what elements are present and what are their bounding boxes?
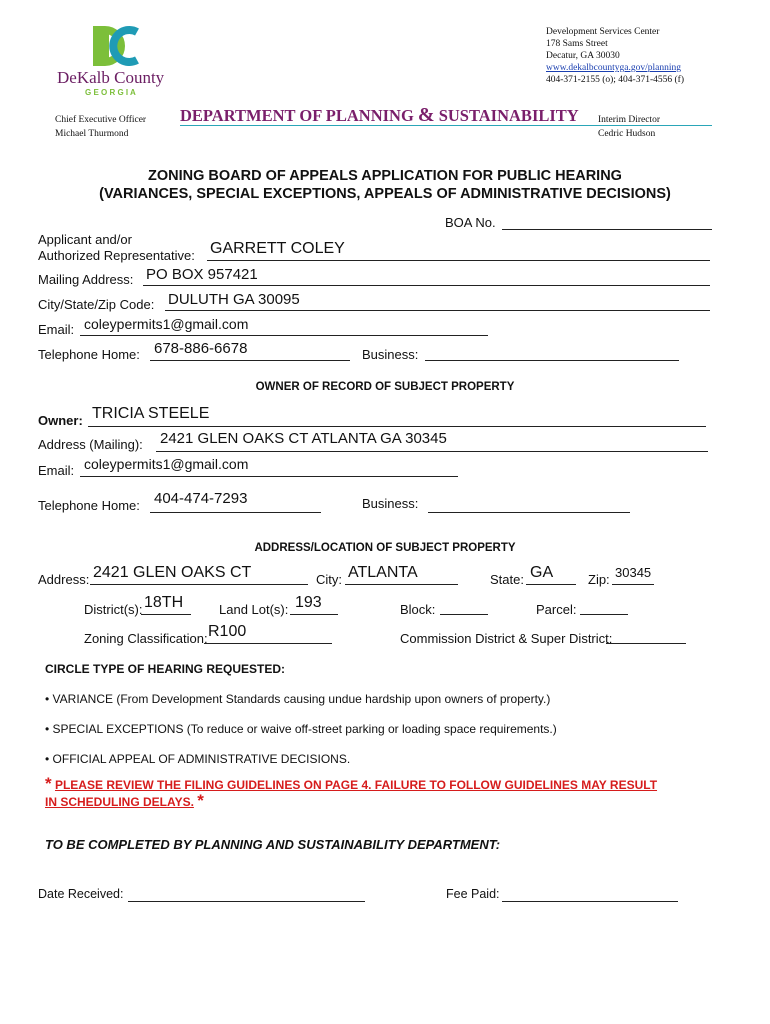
hearing-option-appeal[interactable]: • OFFICIAL APPEAL OF ADMINISTRATIVE DECISIONS. [45,752,351,766]
form-title-line1: ZONING BOARD OF APPEALS APPLICATION FOR PUBLIC HEARING [148,168,622,184]
property-heading: ADDRESS/LOCATION OF SUBJECT PROPERTY [254,542,516,554]
applicant-email-value[interactable]: coleypermits1@gmail.com [84,316,249,332]
owner-address-field[interactable] [156,451,708,452]
owner-email-value[interactable]: coleypermits1@gmail.com [84,456,249,472]
fee-paid-field[interactable] [502,901,678,902]
owner-address-value[interactable]: 2421 GLEN OAKS CT ATLANTA GA 30345 [160,430,447,447]
owner-address-label: Address (Mailing): [38,437,143,452]
owner-business-field[interactable] [428,512,630,513]
warning-star: * [45,774,52,793]
warning-line2: IN SCHEDULING DELAYS. [45,795,194,809]
office-phone: 404-371-2155 (o); 404-371-4556 (f) [546,75,684,85]
department-amp: & [417,104,435,126]
dc-logo-icon [93,26,143,68]
district-label: District(s): [84,602,143,617]
block-label: Block: [400,602,436,617]
applicant-phone-label: Telephone Home: [38,347,140,362]
applicant-label [38,232,195,264]
applicant-label-1: Applicant and/or [38,232,132,247]
hearing-heading: CIRCLE TYPE OF HEARING REQUESTED: [45,662,286,676]
owner-heading: OWNER OF RECORD OF SUBJECT PROPERTY [255,381,515,393]
logo-county-name: DeKalb County [57,68,165,87]
landlot-label: Land Lot(s): [219,602,289,617]
office-city: Decatur, GA 30030 [546,51,620,61]
owner-phone-label: Telephone Home: [38,498,140,513]
department-word-1: DEPARTMENT OF PLANNING [180,106,414,125]
property-address-field[interactable] [90,584,308,585]
applicant-label-2: Authorized Representative: [38,248,195,263]
warning-line1: PLEASE REVIEW THE FILING GUIDELINES ON PAGE 4. FAILURE TO FOLLOW GUIDELINES MAY RESULT [54,778,658,792]
owner-field[interactable] [88,426,706,427]
district-field[interactable] [141,614,191,615]
date-received-field[interactable] [128,901,365,902]
property-zip-field[interactable] [612,584,654,585]
department-name [180,104,579,127]
office-name: Development Services Center [546,27,660,37]
applicant-phone-value[interactable]: 678-886-6678 [154,340,248,357]
commission-label: Commission District & Super District: [400,631,613,646]
director-title: Interim Director [598,115,660,125]
filing-warning [45,776,657,810]
ceo-title: Chief Executive Officer [55,115,147,125]
fee-paid-label: Fee Paid: [446,887,500,901]
applicant-name-value[interactable]: GARRETT COLEY [210,240,345,257]
owner-email-label: Email: [38,463,75,478]
parcel-field[interactable] [580,614,628,615]
hearing-option-variance[interactable]: • VARIANCE (From Development Standards causing undue hardship upon owners of property.) [45,692,551,706]
zoning-field[interactable] [204,643,332,644]
form-title [0,167,770,203]
csz-value[interactable]: DULUTH GA 30095 [168,291,300,308]
landlot-field[interactable] [290,614,338,615]
property-zip-label: Zip: [588,572,610,587]
office-address [546,26,684,86]
ceo-name: Michael Thurmond [55,129,129,139]
zoning-label: Zoning Classification: [84,631,208,646]
property-address-value[interactable]: 2421 GLEN OAKS CT [93,564,252,581]
landlot-value[interactable]: 193 [295,594,322,611]
property-city-label: City: [316,572,342,587]
parcel-label: Parcel: [536,602,577,617]
ceo-block [55,114,146,140]
director-block [598,114,660,140]
property-state-label: State: [490,572,524,587]
owner-phone-value[interactable]: 404-474-7293 [154,490,248,507]
website-link[interactable]: www.dekalbcountyga.gov/planning [546,63,681,73]
csz-label: City/State/Zip Code: [38,297,155,312]
department-word-2: SUSTAINABILITY [438,106,579,125]
zoning-value[interactable]: R100 [208,623,247,640]
date-received-label: Date Received: [38,887,124,901]
owner-value[interactable]: TRICIA STEELE [92,405,210,422]
property-zip-value[interactable]: 30345 [615,565,652,580]
owner-label: Owner: [38,413,83,428]
hearing-option-special-exceptions[interactable]: • SPECIAL EXCEPTIONS (To reduce or waive off-street parking or loading space requirements.) [45,722,557,736]
owner-phone-field[interactable] [150,512,321,513]
property-state-field[interactable] [526,584,576,585]
warning-star-2: * [197,791,204,810]
owner-email-field[interactable] [80,476,458,477]
property-city-field[interactable] [345,584,458,585]
district-value[interactable]: 18TH [144,594,184,611]
boa-label: BOA No. [445,215,496,230]
property-city-value[interactable]: ATLANTA [348,564,418,581]
csz-field[interactable] [165,310,710,311]
property-state-value[interactable]: GA [530,564,554,581]
applicant-business-label: Business: [362,347,419,362]
office-use-heading: TO BE COMPLETED BY PLANNING AND SUSTAINABILITY DEPARTMENT: [45,837,501,852]
county-logo [55,22,180,100]
boa-field[interactable] [502,229,712,230]
applicant-email-label: Email: [38,322,75,337]
owner-business-label: Business: [362,496,419,511]
applicant-name-field[interactable] [207,260,710,261]
mailing-label: Mailing Address: [38,272,134,287]
director-name: Cedric Hudson [598,129,656,139]
property-address-label: Address: [38,572,90,587]
mailing-field[interactable] [143,285,710,286]
form-title-line2: (VARIANCES, SPECIAL EXCEPTIONS, APPEALS OF ADMINISTRATIVE DECISIONS) [99,186,671,202]
applicant-phone-field[interactable] [150,360,350,361]
block-field[interactable] [440,614,488,615]
applicant-email-field[interactable] [80,335,488,336]
commission-field[interactable] [606,643,686,644]
applicant-business-field[interactable] [425,360,679,361]
mailing-value[interactable]: PO BOX 957421 [146,266,258,283]
logo-state-name: G E O R G I A [85,88,136,97]
office-street: 178 Sams Street [546,39,608,49]
